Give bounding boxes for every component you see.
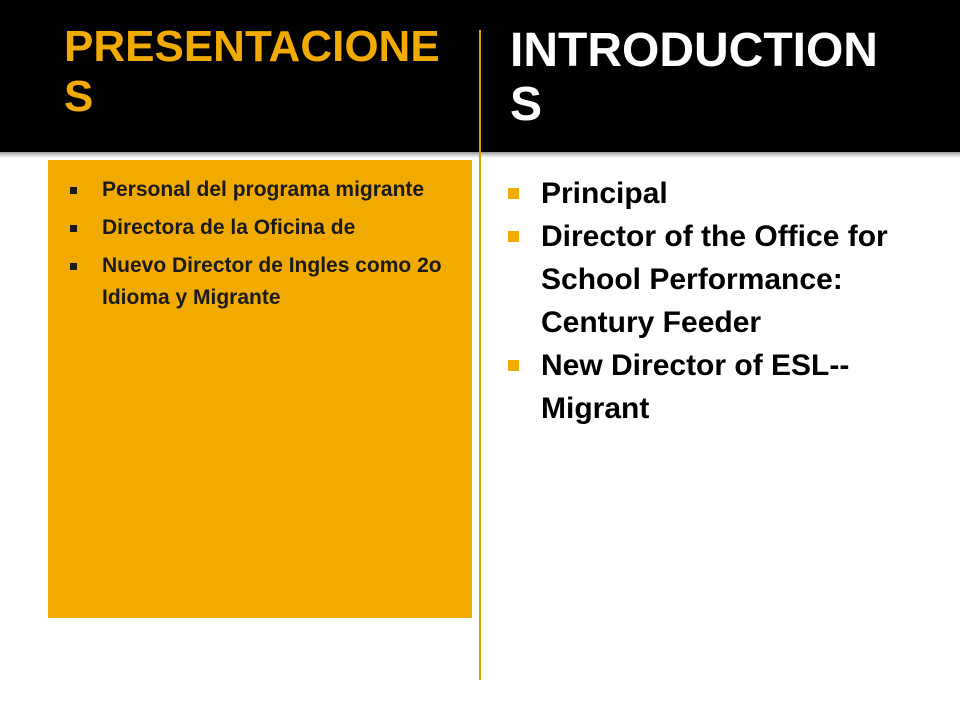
list-item-text: Principal (541, 177, 668, 210)
list-item-text: Director of the Office for School Performance: Century Feeder (541, 220, 888, 339)
list-item-text: Nuevo Director de Ingles como 2o Idioma y Migrante (102, 254, 442, 309)
column-divider (479, 30, 481, 680)
list-item (508, 215, 908, 344)
square-bullet-icon (508, 231, 519, 242)
square-bullet-icon (70, 263, 77, 270)
list-item (508, 172, 908, 215)
list-item (70, 250, 460, 314)
list-item (70, 212, 460, 244)
spanish-title: PRESENTACIONES (64, 22, 440, 121)
list-item-text: Personal del programa migrante (102, 178, 425, 201)
list-item-text: Directora de la Oficina de (102, 216, 356, 239)
square-bullet-icon (508, 188, 519, 199)
square-bullet-icon (70, 187, 77, 194)
list-item-text: New Director of ESL--Migrant (541, 349, 850, 425)
list-item (508, 344, 908, 430)
list-item (70, 174, 460, 206)
square-bullet-icon (508, 360, 519, 371)
spanish-bullet-list (70, 174, 460, 320)
square-bullet-icon (70, 225, 77, 232)
english-bullet-list (508, 172, 908, 430)
english-title: INTRODUCTIONS (510, 24, 878, 131)
